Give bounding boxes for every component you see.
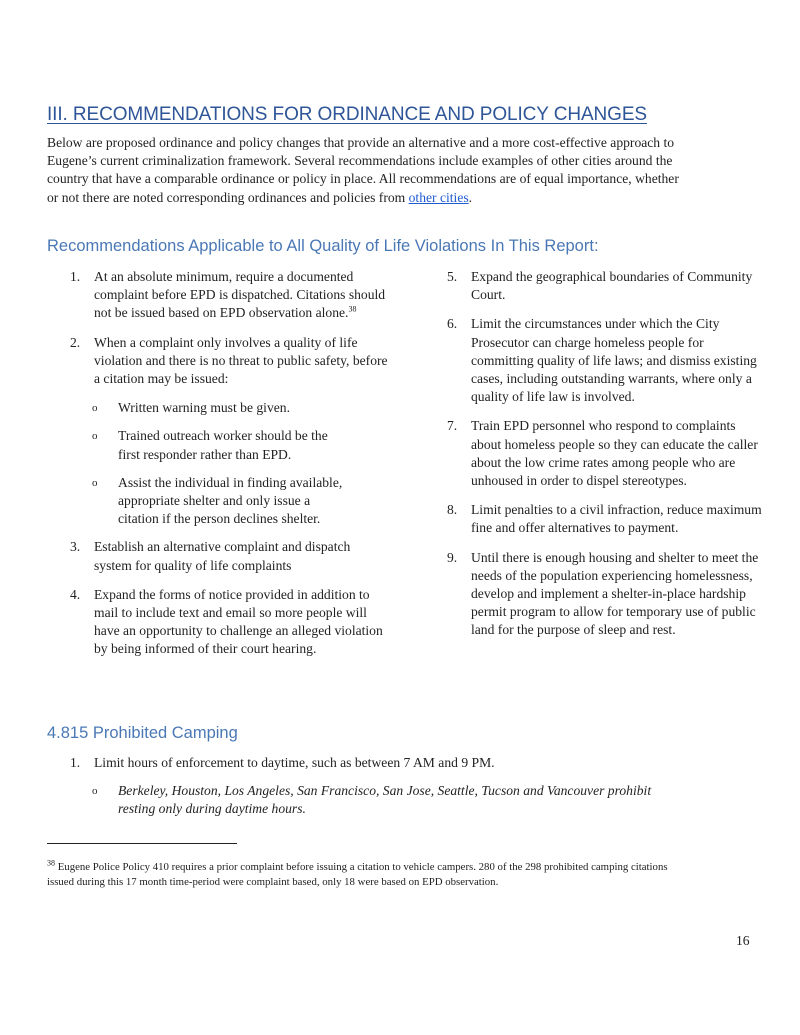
page-number: 16	[736, 933, 750, 948]
list-item: 3. Establish an alternative complaint and dispatch system for quality of life complaints	[70, 539, 351, 573]
list-item: 4. Expand the forms of notice provided in addition to mail to include text and email so more people will have an opportunity to challenge an alleged violation by being informed of their court hearing.	[70, 586, 383, 657]
footnote-separator	[47, 843, 237, 844]
list-item: 9. Until there is enough housing and shelter to meet the needs of the population experiencing homelessness, develop and implement a shelter-in-place hardship permit program to allow for temporary use of public land for the purpose of sleep and rest.	[447, 549, 759, 638]
sub-list-item: o Written warning must be given.	[46, 399, 348, 417]
sub-list-item: o Trained outreach worker should be the first responder rather than EPD.	[92, 428, 328, 462]
list-item: 6. Limit the circumstances under which the City Prosecutor can charge homeless people for committing quality of life laws; and dismiss existing cases, including outstanding warrants, where only a quality of life law is involved.	[447, 316, 757, 405]
footnote-number: 38	[47, 858, 55, 868]
subsection-title: Recommendations Applicable to All Quality of Life Violations In This Report:	[47, 237, 599, 255]
list-item: 1. At an absolute minimum, require a documented complaint before EPD is dispatched. Citations should not be issued based on EPD observation alone.$^{38}$	[70, 269, 386, 321]
list-item: 5. Expand the geographical boundaries of Community Court.	[447, 269, 753, 303]
footnote-ref[interactable]: 38	[348, 304, 357, 314]
sub-list-item: o Berkeley, Houston, Los Angeles, San Francisco, San Jose, Seattle, Tucson and Vancouver prohibit resting only during daytime hours.	[92, 783, 652, 817]
camping-list	[70, 754, 690, 829]
circle-bullet-icon: o	[92, 402, 98, 415]
list-item: 1. Limit hours of enforcement to daytime, such as between 7 AM and 9 PM.	[70, 755, 495, 770]
circle-bullet-icon: o	[92, 430, 98, 443]
other-cities-link[interactable]: other cities	[408, 189, 469, 205]
sub-list-item: o Assist the individual in finding available, appropriate shelter and only issue a citation if the person declines shelter.	[92, 474, 343, 527]
list-item: 7. Train EPD personnel who respond to complaints about homeless people so they can educate the caller about the low crime rates among people who are unhoused in order to dispel stereotypes.	[447, 418, 758, 489]
section-title: III. RECOMMENDATIONS FOR ORDINANCE AND POLICY CHANGES	[47, 104, 647, 125]
list-item: 8. Limit penalties to a civil infraction, reduce maximum fine and offer alternatives to payment.	[447, 502, 762, 536]
list-item: 2. When a complaint only involves a quality of life violation and there is no threat to public safety, before a citation may be issued:	[70, 334, 388, 387]
intro-paragraph: Below are proposed ordinance and policy changes that provide an alternative and a more cost-effective approach to Eugene’s current criminalization framework. Several recommendations include examples of other cities around the country that have a comparable ordinance or policy in place. All recommendations are of equal importance, whether or not there are noted corresponding ordinances and policies from other cities.	[47, 135, 679, 205]
recommendations-right-column	[447, 268, 767, 651]
intro-text: Below are proposed ordinance and policy changes that provide an alternative and a more cost-effective approach to Eugene’s current criminalization framework. Several recommendations include examples of other cities around the country that have a comparable ordinance or policy in place. All recommendations are of equal importance, whether or not there are noted corresponding ordinances and policies from	[47, 135, 679, 205]
circle-bullet-icon: o	[92, 785, 98, 798]
footnote: $^{38}$ Eugene Police Policy 410 requires a prior complaint before issuing a citation to vehicle campers. 280 of the 298 prohibited camping citations issued during this 17 month time-period were complaint based, only 18 were based on EPD observation.	[47, 858, 668, 888]
circle-bullet-icon: o	[92, 476, 98, 489]
recommendations-left-column	[70, 268, 390, 670]
camping-section-title: 4.815 Prohibited Camping	[47, 724, 238, 742]
